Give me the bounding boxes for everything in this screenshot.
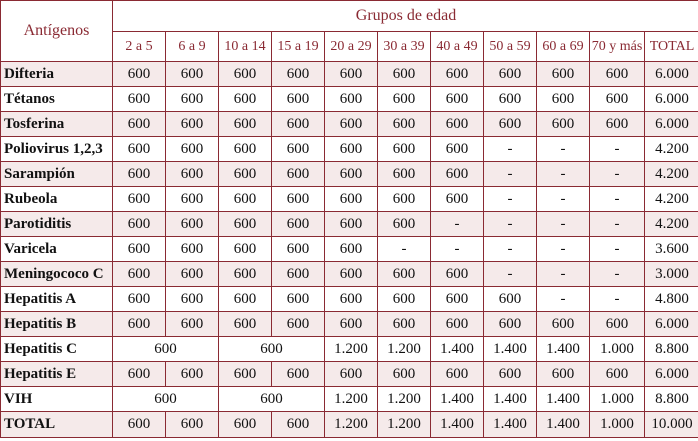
table-cell: - — [484, 262, 537, 287]
table-cell: 600 — [325, 262, 378, 287]
table-cell: 600 — [219, 137, 272, 162]
merged-cell: 600 — [219, 387, 325, 412]
table-cell: 600 — [431, 112, 484, 137]
merged-cell: 600 — [219, 337, 325, 362]
table-cell: 600 — [166, 212, 219, 237]
table-cell: 1.000 — [590, 387, 645, 412]
table-cell: - — [590, 187, 645, 212]
table-cell: 600 — [166, 137, 219, 162]
total-row — [1, 412, 698, 438]
table-cell: 600 — [378, 112, 431, 137]
table-cell: 600 — [378, 137, 431, 162]
table-cell: 600 — [219, 412, 272, 438]
table-cell: 600 — [431, 62, 484, 87]
row-total: 4.200 — [645, 212, 698, 237]
table-row — [1, 212, 698, 237]
row-total: 4.800 — [645, 287, 698, 312]
table-cell: 600 — [166, 187, 219, 212]
table-cell: 600 — [484, 87, 537, 112]
col-70-plus: 70 y más — [590, 32, 645, 62]
table-cell: 600 — [378, 312, 431, 337]
table-cell: 600 — [272, 237, 325, 262]
table-cell: 600 — [113, 287, 166, 312]
antigen-name: Hepatitis B — [1, 312, 113, 337]
table-cell: 600 — [113, 212, 166, 237]
table-row — [1, 362, 698, 387]
table-cell: - — [378, 237, 431, 262]
table-cell: 1.000 — [590, 412, 645, 438]
table-cell: 600 — [325, 87, 378, 112]
table-cell: 1.400 — [484, 387, 537, 412]
antigen-name: Meningococo C — [1, 262, 113, 287]
row-total: 8.800 — [645, 387, 698, 412]
table-row — [1, 112, 698, 137]
table-cell: 600 — [378, 212, 431, 237]
table-cell: 600 — [378, 262, 431, 287]
table-cell: 600 — [166, 87, 219, 112]
table-cell: 600 — [272, 312, 325, 337]
table-cell: 600 — [325, 187, 378, 212]
table-cell: - — [484, 137, 537, 162]
table-cell: - — [537, 237, 590, 262]
antigen-name: Hepatitis C — [1, 337, 113, 362]
table-cell: 600 — [431, 312, 484, 337]
table-cell: 600 — [325, 212, 378, 237]
table-cell: 600 — [113, 237, 166, 262]
table-cell: 600 — [484, 62, 537, 87]
table-cell: 600 — [378, 162, 431, 187]
table-cell: 600 — [272, 412, 325, 438]
table-cell: 600 — [219, 87, 272, 112]
row-total: 6.000 — [645, 87, 698, 112]
row-total: 6.000 — [645, 362, 698, 387]
table-cell: 600 — [590, 312, 645, 337]
table-cell: 600 — [590, 62, 645, 87]
table-cell: 600 — [219, 287, 272, 312]
table-cell: 600 — [113, 137, 166, 162]
table-cell: 600 — [431, 87, 484, 112]
antigen-name: Difteria — [1, 62, 113, 87]
table-cell: 1.400 — [537, 412, 590, 438]
table-cell: 600 — [590, 112, 645, 137]
table-cell: 600 — [325, 62, 378, 87]
table-cell: 1.200 — [325, 412, 378, 438]
table-row — [1, 187, 698, 212]
table-cell: 600 — [325, 162, 378, 187]
table-cell: - — [590, 262, 645, 287]
age-group-header: Grupos de edad — [113, 1, 698, 32]
col-10-14: 10 a 14 — [219, 32, 272, 62]
table-cell: 600 — [113, 162, 166, 187]
table-cell: 600 — [272, 262, 325, 287]
col-2-5: 2 a 5 — [113, 32, 166, 62]
table-cell: - — [590, 287, 645, 312]
row-total: 4.200 — [645, 137, 698, 162]
table-cell: 600 — [272, 162, 325, 187]
table-cell: 600 — [431, 187, 484, 212]
table-cell: 600 — [166, 262, 219, 287]
table-cell: 1.400 — [537, 387, 590, 412]
table-cell: 1.400 — [537, 337, 590, 362]
table-cell: 600 — [537, 62, 590, 87]
table-cell: 600 — [219, 62, 272, 87]
table-cell: 1.200 — [378, 412, 431, 438]
table-cell: - — [537, 212, 590, 237]
table-cell: - — [590, 162, 645, 187]
table-cell: - — [590, 237, 645, 262]
antigen-name: Hepatitis E — [1, 362, 113, 387]
table-cell: - — [484, 212, 537, 237]
table-cell: 600 — [378, 362, 431, 387]
table-cell: 600 — [219, 237, 272, 262]
row-total: 4.200 — [645, 187, 698, 212]
antigen-column-header: Antígenos — [1, 1, 113, 62]
antigen-name: Rubeola — [1, 187, 113, 212]
table-cell: 600 — [537, 312, 590, 337]
table-cell: 1.400 — [431, 412, 484, 438]
merged-cell: 600 — [113, 387, 219, 412]
table-cell: - — [537, 162, 590, 187]
table-cell: 600 — [166, 412, 219, 438]
table-cell: 600 — [378, 287, 431, 312]
table-cell: 600 — [166, 237, 219, 262]
table-cell: 600 — [537, 112, 590, 137]
merged-cell: 600 — [113, 337, 219, 362]
table-cell: 600 — [113, 187, 166, 212]
table-cell: 600 — [325, 237, 378, 262]
table-cell: 600 — [325, 287, 378, 312]
table-cell: 600 — [219, 112, 272, 137]
table-cell: 600 — [166, 62, 219, 87]
table-cell: - — [537, 262, 590, 287]
col-30-39: 30 a 39 — [378, 32, 431, 62]
table-cell: 600 — [166, 112, 219, 137]
table-cell: 1.200 — [325, 387, 378, 412]
table-cell: 600 — [325, 312, 378, 337]
table-cell: - — [431, 237, 484, 262]
table-cell: 600 — [484, 112, 537, 137]
table-cell: 1.000 — [590, 337, 645, 362]
table-cell: 600 — [113, 87, 166, 112]
table-cell: - — [484, 187, 537, 212]
col-total: TOTAL — [645, 32, 698, 62]
col-20-29: 20 a 29 — [325, 32, 378, 62]
table-cell: 1.400 — [431, 337, 484, 362]
table-cell: - — [590, 212, 645, 237]
table-cell: 600 — [219, 212, 272, 237]
table-cell: 600 — [484, 312, 537, 337]
antigen-name: Parotiditis — [1, 212, 113, 237]
table-cell: 600 — [431, 362, 484, 387]
table-cell: 600 — [272, 187, 325, 212]
table-cell: 600 — [166, 312, 219, 337]
table-cell: 1.400 — [484, 337, 537, 362]
table-cell: 600 — [166, 162, 219, 187]
col-50-59: 50 a 59 — [484, 32, 537, 62]
table-cell: - — [431, 212, 484, 237]
table-cell: - — [537, 137, 590, 162]
table-cell: 600 — [166, 287, 219, 312]
table-cell: 600 — [431, 287, 484, 312]
table-cell: 600 — [113, 362, 166, 387]
table-cell: 600 — [378, 87, 431, 112]
table-cell: 600 — [219, 187, 272, 212]
table-cell: 600 — [537, 87, 590, 112]
table-row — [1, 387, 698, 412]
table-cell: 600 — [219, 162, 272, 187]
table-cell: 600 — [325, 362, 378, 387]
table-cell: 600 — [272, 87, 325, 112]
table-cell: 1.200 — [325, 337, 378, 362]
table-cell: 600 — [484, 362, 537, 387]
table-cell: 600 — [590, 87, 645, 112]
table-cell: 1.200 — [378, 337, 431, 362]
table-cell: 600 — [219, 362, 272, 387]
table-cell: 600 — [272, 137, 325, 162]
table-cell: 1.400 — [484, 412, 537, 438]
table-cell: 600 — [113, 112, 166, 137]
table-row — [1, 262, 698, 287]
col-60-69: 60 a 69 — [537, 32, 590, 62]
table-cell: 600 — [272, 62, 325, 87]
table-cell: 600 — [219, 262, 272, 287]
total-label: TOTAL — [1, 412, 113, 438]
table-row — [1, 162, 698, 187]
row-total: 6.000 — [645, 112, 698, 137]
table-cell: - — [537, 287, 590, 312]
col-6-9: 6 a 9 — [166, 32, 219, 62]
row-total: 6.000 — [645, 62, 698, 87]
table-cell: - — [484, 237, 537, 262]
antigen-name: Tosferina — [1, 112, 113, 137]
table-cell: 600 — [590, 362, 645, 387]
table-cell: 600 — [113, 412, 166, 438]
row-total: 8.800 — [645, 337, 698, 362]
table-row — [1, 287, 698, 312]
antigen-name: Hepatitis A — [1, 287, 113, 312]
table-cell: - — [537, 187, 590, 212]
grand-total: 10.000 — [645, 412, 698, 438]
table-cell: 600 — [113, 312, 166, 337]
row-total: 3.000 — [645, 262, 698, 287]
table-row — [1, 312, 698, 337]
table-cell: - — [590, 137, 645, 162]
antigen-name: Tétanos — [1, 87, 113, 112]
table-cell: 1.400 — [431, 387, 484, 412]
table-cell: 600 — [325, 137, 378, 162]
antigen-name: Varicela — [1, 237, 113, 262]
table-cell: 600 — [431, 162, 484, 187]
antigen-name: VIH — [1, 387, 113, 412]
table-cell: 1.200 — [378, 387, 431, 412]
table-cell: 600 — [484, 287, 537, 312]
table-row — [1, 137, 698, 162]
antigen-name: Poliovirus 1,2,3 — [1, 137, 113, 162]
col-40-49: 40 a 49 — [431, 32, 484, 62]
table-cell: 600 — [378, 62, 431, 87]
table-cell: - — [484, 162, 537, 187]
table-cell: 600 — [113, 62, 166, 87]
table-cell: 600 — [272, 112, 325, 137]
table-cell: 600 — [113, 262, 166, 287]
table-cell: 600 — [537, 362, 590, 387]
table-row — [1, 62, 698, 87]
table-cell: 600 — [166, 362, 219, 387]
row-total: 6.000 — [645, 312, 698, 337]
row-total: 3.600 — [645, 237, 698, 262]
table-row — [1, 237, 698, 262]
antigen-name: Sarampión — [1, 162, 113, 187]
table-cell: 600 — [431, 262, 484, 287]
table-cell: 600 — [272, 287, 325, 312]
table-row — [1, 87, 698, 112]
table-cell: 600 — [272, 212, 325, 237]
table-cell: 600 — [219, 312, 272, 337]
table-cell: 600 — [272, 362, 325, 387]
table-cell: 600 — [431, 137, 484, 162]
table-row — [1, 337, 698, 362]
col-15-19: 15 a 19 — [272, 32, 325, 62]
row-total: 4.200 — [645, 162, 698, 187]
table-cell: 600 — [325, 112, 378, 137]
table-cell: 600 — [378, 187, 431, 212]
